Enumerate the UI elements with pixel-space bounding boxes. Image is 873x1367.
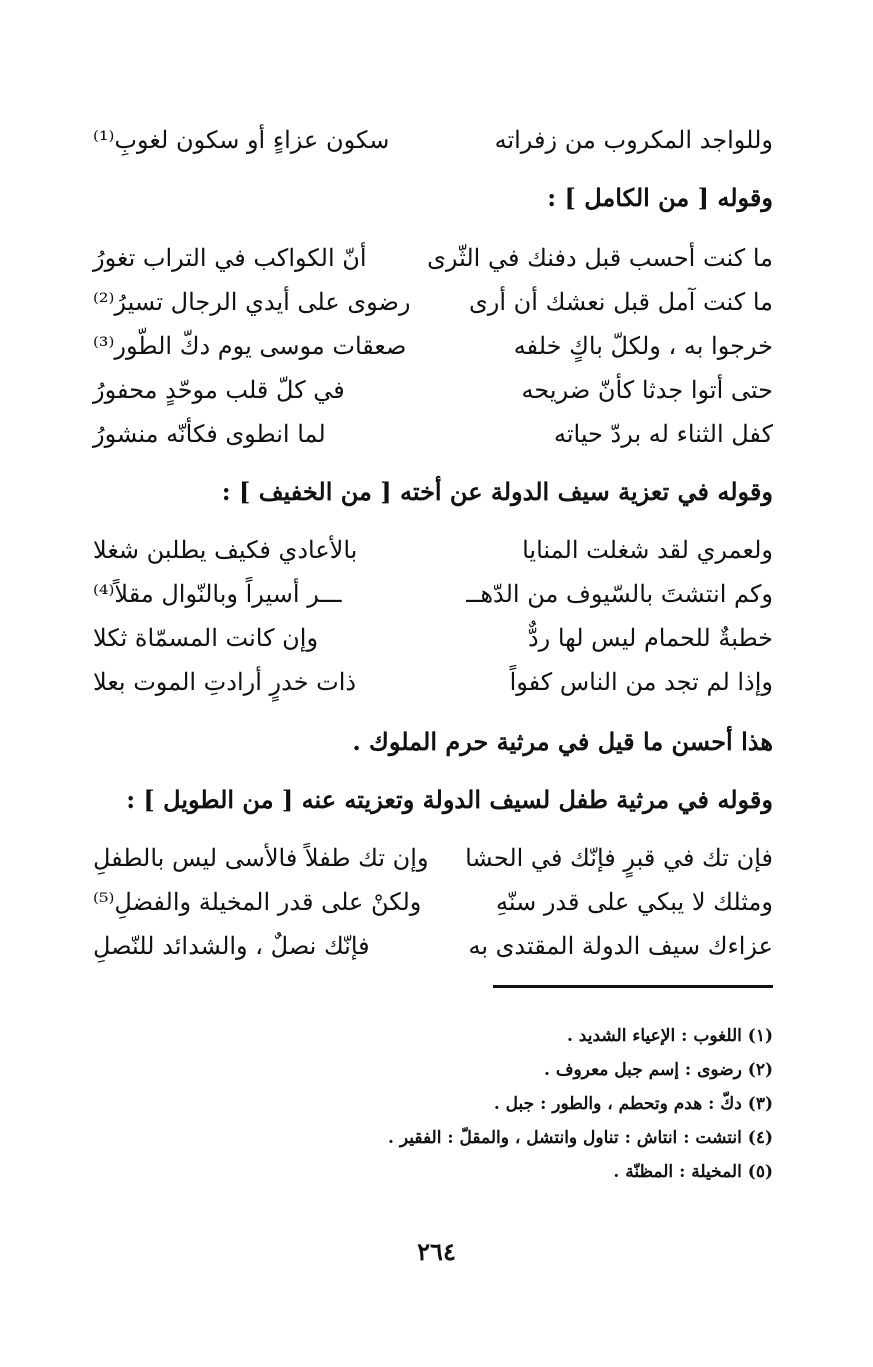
verse-first-hemistich: حتى أتوا جدثا كأنّ ضريحه <box>521 376 773 404</box>
footnote: (٣) دكّ : هدم وتحطم ، والطور : جبل . <box>493 1094 773 1114</box>
verse-second-hemistich: فإنّك نصلٌ ، والشدائد للنّصلِ <box>93 932 370 960</box>
verse-second-hemistich: سكون عزاءٍ أو سكون لغوبِ⁽¹⁾ <box>93 126 390 154</box>
verse-first-hemistich: وكم انتشتَ بالسّيوف من الدّهــ <box>466 580 773 608</box>
verse-first-hemistich: فإن تك في قبرٍ فإنّك في الحشا <box>465 844 773 872</box>
verse-line <box>93 120 773 160</box>
verse-first-hemistich: ومثلك لا يبكي على قدر سنّهِ <box>495 888 773 916</box>
verse-second-hemistich: لما انطوى فكأنّه منشورُ <box>93 420 326 448</box>
verse-line <box>93 926 773 966</box>
poem-intro: وقوله [ من الكامل ] : <box>547 183 773 212</box>
verse-second-hemistich: ذات خدرٍ أرادتِ الموت بعلا <box>93 668 357 696</box>
verse-first-hemistich: وإذا لم تجد من الناس كفواً <box>509 668 773 696</box>
verse-first-hemistich: عزاءك سيف الدولة المقتدى به <box>468 932 773 960</box>
verse-second-hemistich: صعقات موسى يوم دكّ الطّور⁽³⁾ <box>93 332 407 360</box>
poem-intro: وقوله في مرثية طفل لسيف الدولة وتعزيته عنه [ من الطويل ] : <box>126 785 773 814</box>
verse-line <box>93 238 773 278</box>
verse-first-hemistich: ما كنت أحسب قبل دفنك في الثّرى <box>427 244 773 272</box>
page-number: ٢٦٤ <box>417 1237 456 1266</box>
footnote: (٤) انتشت : انتاش : تناول وانتشل ، والمقلّ : الفقير . <box>388 1128 773 1148</box>
verse-second-hemistich: في كلّ قلب موحّدٍ محفورُ <box>93 376 345 404</box>
verse-first-hemistich: خرجوا به ، ولكلّ باكٍ خلفه <box>513 332 773 360</box>
verse-second-hemistich: ـــر أسيراً وبالنّوال مقلاً⁽⁴⁾ <box>93 580 342 608</box>
commentary-line: هذا أحسن ما قيل في مرثية حرم الملوك . <box>352 727 773 756</box>
verse-line <box>93 882 773 922</box>
footnote: (٢) رضوى : إسم جبل معروف . <box>544 1060 773 1080</box>
verse-line <box>93 662 773 702</box>
verse-first-hemistich: ما كنت آمل قبل نعشك أن أرى <box>469 288 773 316</box>
footnote: (٥) المخيلة : المظنّة . <box>613 1162 773 1182</box>
verse-line <box>93 618 773 658</box>
verse-second-hemistich: وإن تك طفلاً فالأسى ليس بالطفلِ <box>93 844 429 872</box>
verse-line <box>93 530 773 570</box>
verse-first-hemistich: ولعمري لقد شغلت المنايا <box>522 536 773 564</box>
verse-first-hemistich: وللواجد المكروب من زفراته <box>494 126 773 154</box>
verse-line <box>93 370 773 410</box>
footnote: (١) اللغوب : الإعياء الشديد . <box>566 1026 773 1046</box>
verse-second-hemistich: رضوى على أيدي الرجال تسيرُ⁽²⁾ <box>93 288 411 316</box>
footnote-separator <box>493 985 773 988</box>
verse-first-hemistich: خطبةٌ للحمام ليس لها ردٌّ <box>527 624 773 652</box>
verse-second-hemistich: بالأعادي فكيف يطلبن شغلا <box>93 536 358 564</box>
verse-second-hemistich: أنّ الكواكب في التراب تغورُ <box>93 244 367 272</box>
verse-second-hemistich: ولكنْ على قدر المخيلة والفضلِ⁽⁵⁾ <box>93 888 422 916</box>
verse-second-hemistich: وإن كانت المسمّاة ثكلا <box>93 624 319 652</box>
verse-line <box>93 574 773 614</box>
verse-line <box>93 326 773 366</box>
poem-intro: وقوله في تعزية سيف الدولة عن أخته [ من الخفيف ] : <box>221 477 773 506</box>
verse-first-hemistich: كفل الثناء له بردّ حياته <box>553 420 773 448</box>
verse-line <box>93 414 773 454</box>
verse-line <box>93 282 773 322</box>
verse-line <box>93 838 773 878</box>
